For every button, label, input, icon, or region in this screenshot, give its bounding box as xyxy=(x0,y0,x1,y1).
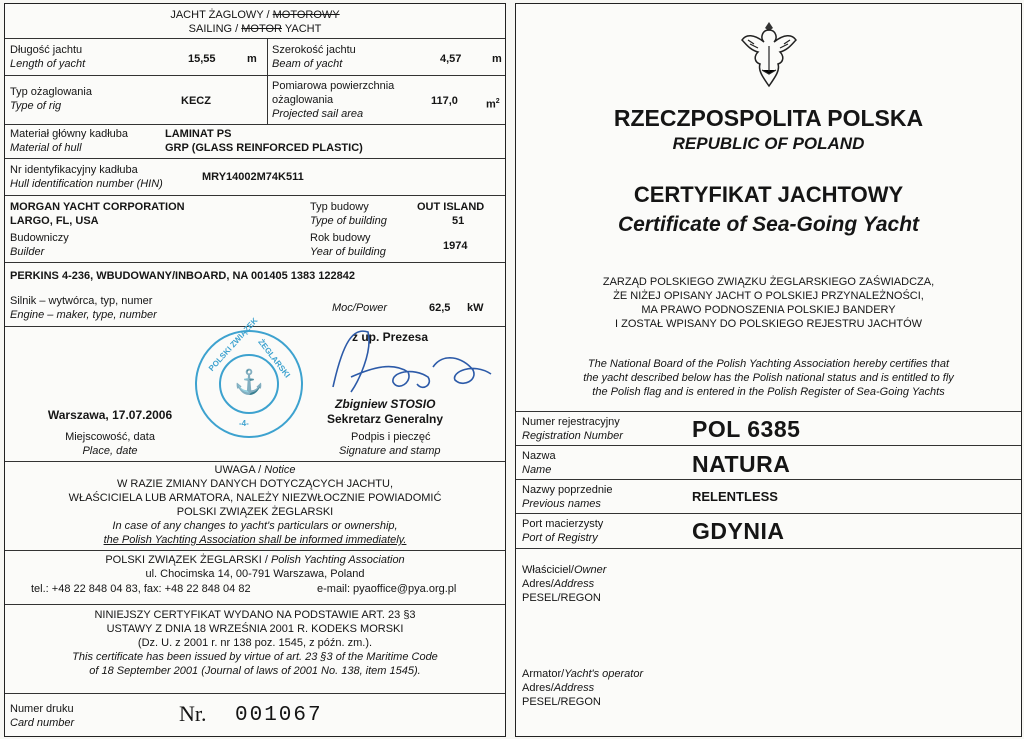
type-of-building-value: OUT ISLAND xyxy=(417,201,485,213)
yacht-name-value: NATURA xyxy=(692,451,791,477)
signature-row: Warszawa, 17.07.2006 Miejscowość, data Place, date z up. Prezesa Zbigniew STOSIO Sekretarz Generalny Podpis i pieczęć Signature and stamp xyxy=(5,327,505,462)
handwritten-signature xyxy=(313,322,503,402)
length-label: Długość jachtu xyxy=(10,44,83,56)
anchor-icon: ⚓ xyxy=(234,369,264,396)
notice-box: UWAGA / Notice W RAZIE ZMIANY DANYCH DOTYCZĄCYCH JACHTU, WŁAŚCICIELA LUB ARMATORA, NALEŻY NIEZWŁOCZNIE POWIADOMIĆ POLSKI ZWIĄZEK ŻEGLARSKI In case of any changes to yacht's particulars or ownership, the Polish Yachting Association shall be informed immediately. xyxy=(5,462,505,551)
operator-label: Armator/Yacht's operator xyxy=(522,668,644,680)
certificate-left-page xyxy=(4,3,506,737)
country-name: RZECZPOSPOLITA POLSKA xyxy=(613,105,924,131)
builder-name: MORGAN YACHT CORPORATION xyxy=(10,201,185,213)
registration-number-row: Numer rejestracyjny Registration Number POL 6385 xyxy=(516,412,1021,446)
rig-row: Typ ożaglowania Type of rig KECZ Pomiarowa powierzchnia ożaglowania Projected sail area 117,0 $m^2$ xyxy=(5,76,505,125)
card-number-value: 001067 xyxy=(235,704,323,727)
owner-label: Właściciel/Owner xyxy=(522,564,607,576)
signatory-name: Zbigniew STOSIO xyxy=(335,397,436,411)
rig-value: KECZ xyxy=(181,95,211,107)
association-stamp: POLSKI ZWIĄZEK ŻEGLARSKI -4- ⚓ xyxy=(195,330,303,438)
association-contact: POLSKI ZWIĄZEK ŻEGLARSKI / Polish Yachting Association ul. Chocimska 14, 00-791 Warszawa, Poland tel.: +48 22 848 04 83, fax: +48 22 848 04 82 e-mail: pyaoffice@pya.org.pl xyxy=(5,551,505,605)
card-number-row: Numer druku Card number Nr. 001067 xyxy=(10,701,323,729)
sail-area-value: 117,0 xyxy=(431,95,458,107)
port-of-registry-row: Port macierzysty Port of Registry GDYNIA xyxy=(516,514,1021,549)
signatory-role: Sekretarz Generalny xyxy=(327,412,444,426)
registration-number-value: POL 6385 xyxy=(692,416,801,442)
hin-row: Nr identyfikacyjny kadłuba Hull identification number (HIN) MRY14002M74K511 xyxy=(5,159,505,196)
builder-row: MORGAN YACHT CORPORATION LARGO, FL, USA Budowniczy Builder Typ budowy Type of building OUT ISLAND 51 Rok budowy Year of building 1974 xyxy=(5,196,505,263)
length-label-en: Length of yacht xyxy=(10,58,86,70)
certificate-title: CERTYFIKAT JACHTOWY xyxy=(633,182,904,207)
rig-label: Typ ożaglowania xyxy=(10,86,92,98)
length-value: 15,55 xyxy=(188,53,216,65)
hin-value: MRY14002M74K511 xyxy=(202,171,304,183)
yacht-type-header: JACHT ŻAGLOWY / MOTOROWY SAILING / MOTOR YACHT xyxy=(5,4,505,39)
certificate-right-page: RZECZPOSPOLITA POLSKA REPUBLIC OF POLAND CERTYFIKAT JACHTOWY Certificate of Sea-Going Yacht ZARZĄD POLSKIEGO ZWIĄZKU ŻEGLARSKIEGO ZAŚWIADCZA, ŻE NIŻEJ OPISANY JACHT O POLSKIEJ PRZYNALEŻNOŚCI, MA PRAWO PODNOSZENIA POLSKIEJ BANDERY I ZOSTAŁ WPISANY DO POLSKIEGO REJESTRU JACHTÓW The National Board of the Polish Yachting Association hereby certifies that the yacht described below has the Polish national status and is entitled to fly the Polish flag and is entered in the Polish Register of Sea-Going Yachts Numer rejestracyjny Registration Number POL 6385 Nazwa Name NATURA Nazwy poprzednie Previous names RELENTLESS Port macierzysty Port of Registry GDYNIA Właściciel/Owner Adres/Address PESEL/REGON Armator/Yacht's operator Adres/Address PESEL/REGON xyxy=(515,3,1022,737)
beam-label: Szerokość jachtu xyxy=(272,44,356,56)
material-value: LAMINAT PS xyxy=(165,128,232,140)
material-row: Materiał główny kadłuba Material of hull LAMINAT PS GRP (GLASS REINFORCED PLASTIC) xyxy=(5,125,505,159)
issue-place-date: Warszawa, 17.07.2006 xyxy=(47,408,173,422)
polish-eagle-emblem-icon xyxy=(740,20,798,88)
power-value: 62,5 xyxy=(429,302,451,314)
previous-names-row: Nazwy poprzednie Previous names RELENTLESS xyxy=(516,480,1021,514)
legal-basis: NINIEJSZY CERTYFIKAT WYDANO NA PODSTAWIE ART. 23 §3 USTAWY Z DNIA 18 WRZEŚNIA 2001 R. KODEKS MORSKI (Dz. U. z 2001 r. nr 138 poz. 1545, z późn. zm.). This certificate has been issued by virtue of art. 23 §3 of the Maritime Code of 18 September 2001 (Journal of laws of 2001 No. 138, item 1545). xyxy=(5,605,505,694)
year-of-building-value: 1974 xyxy=(443,240,468,252)
dimensions-row: Długość jachtu Length of yacht 15,55 m Szerokość jachtu Beam of yacht 4,57 m xyxy=(5,39,505,76)
port-of-registry-value: GDYNIA xyxy=(692,518,785,544)
previous-names-value: RELENTLESS xyxy=(692,489,778,504)
engine-value: PERKINS 4-236, WBUDOWANY/INBOARD, NA 001405 1383 122842 xyxy=(10,270,356,282)
engine-row: PERKINS 4-236, WBUDOWANY/INBOARD, NA 001405 1383 122842 Silnik – wytwórca, typ, numer Engine – maker, type, number Moc/Power 62,5 kW xyxy=(5,263,505,327)
yacht-name-row: Nazwa Name NATURA xyxy=(516,446,1021,480)
beam-value: 4,57 xyxy=(440,53,462,65)
sail-area-label: Pomiarowa powierzchnia xyxy=(272,80,395,92)
